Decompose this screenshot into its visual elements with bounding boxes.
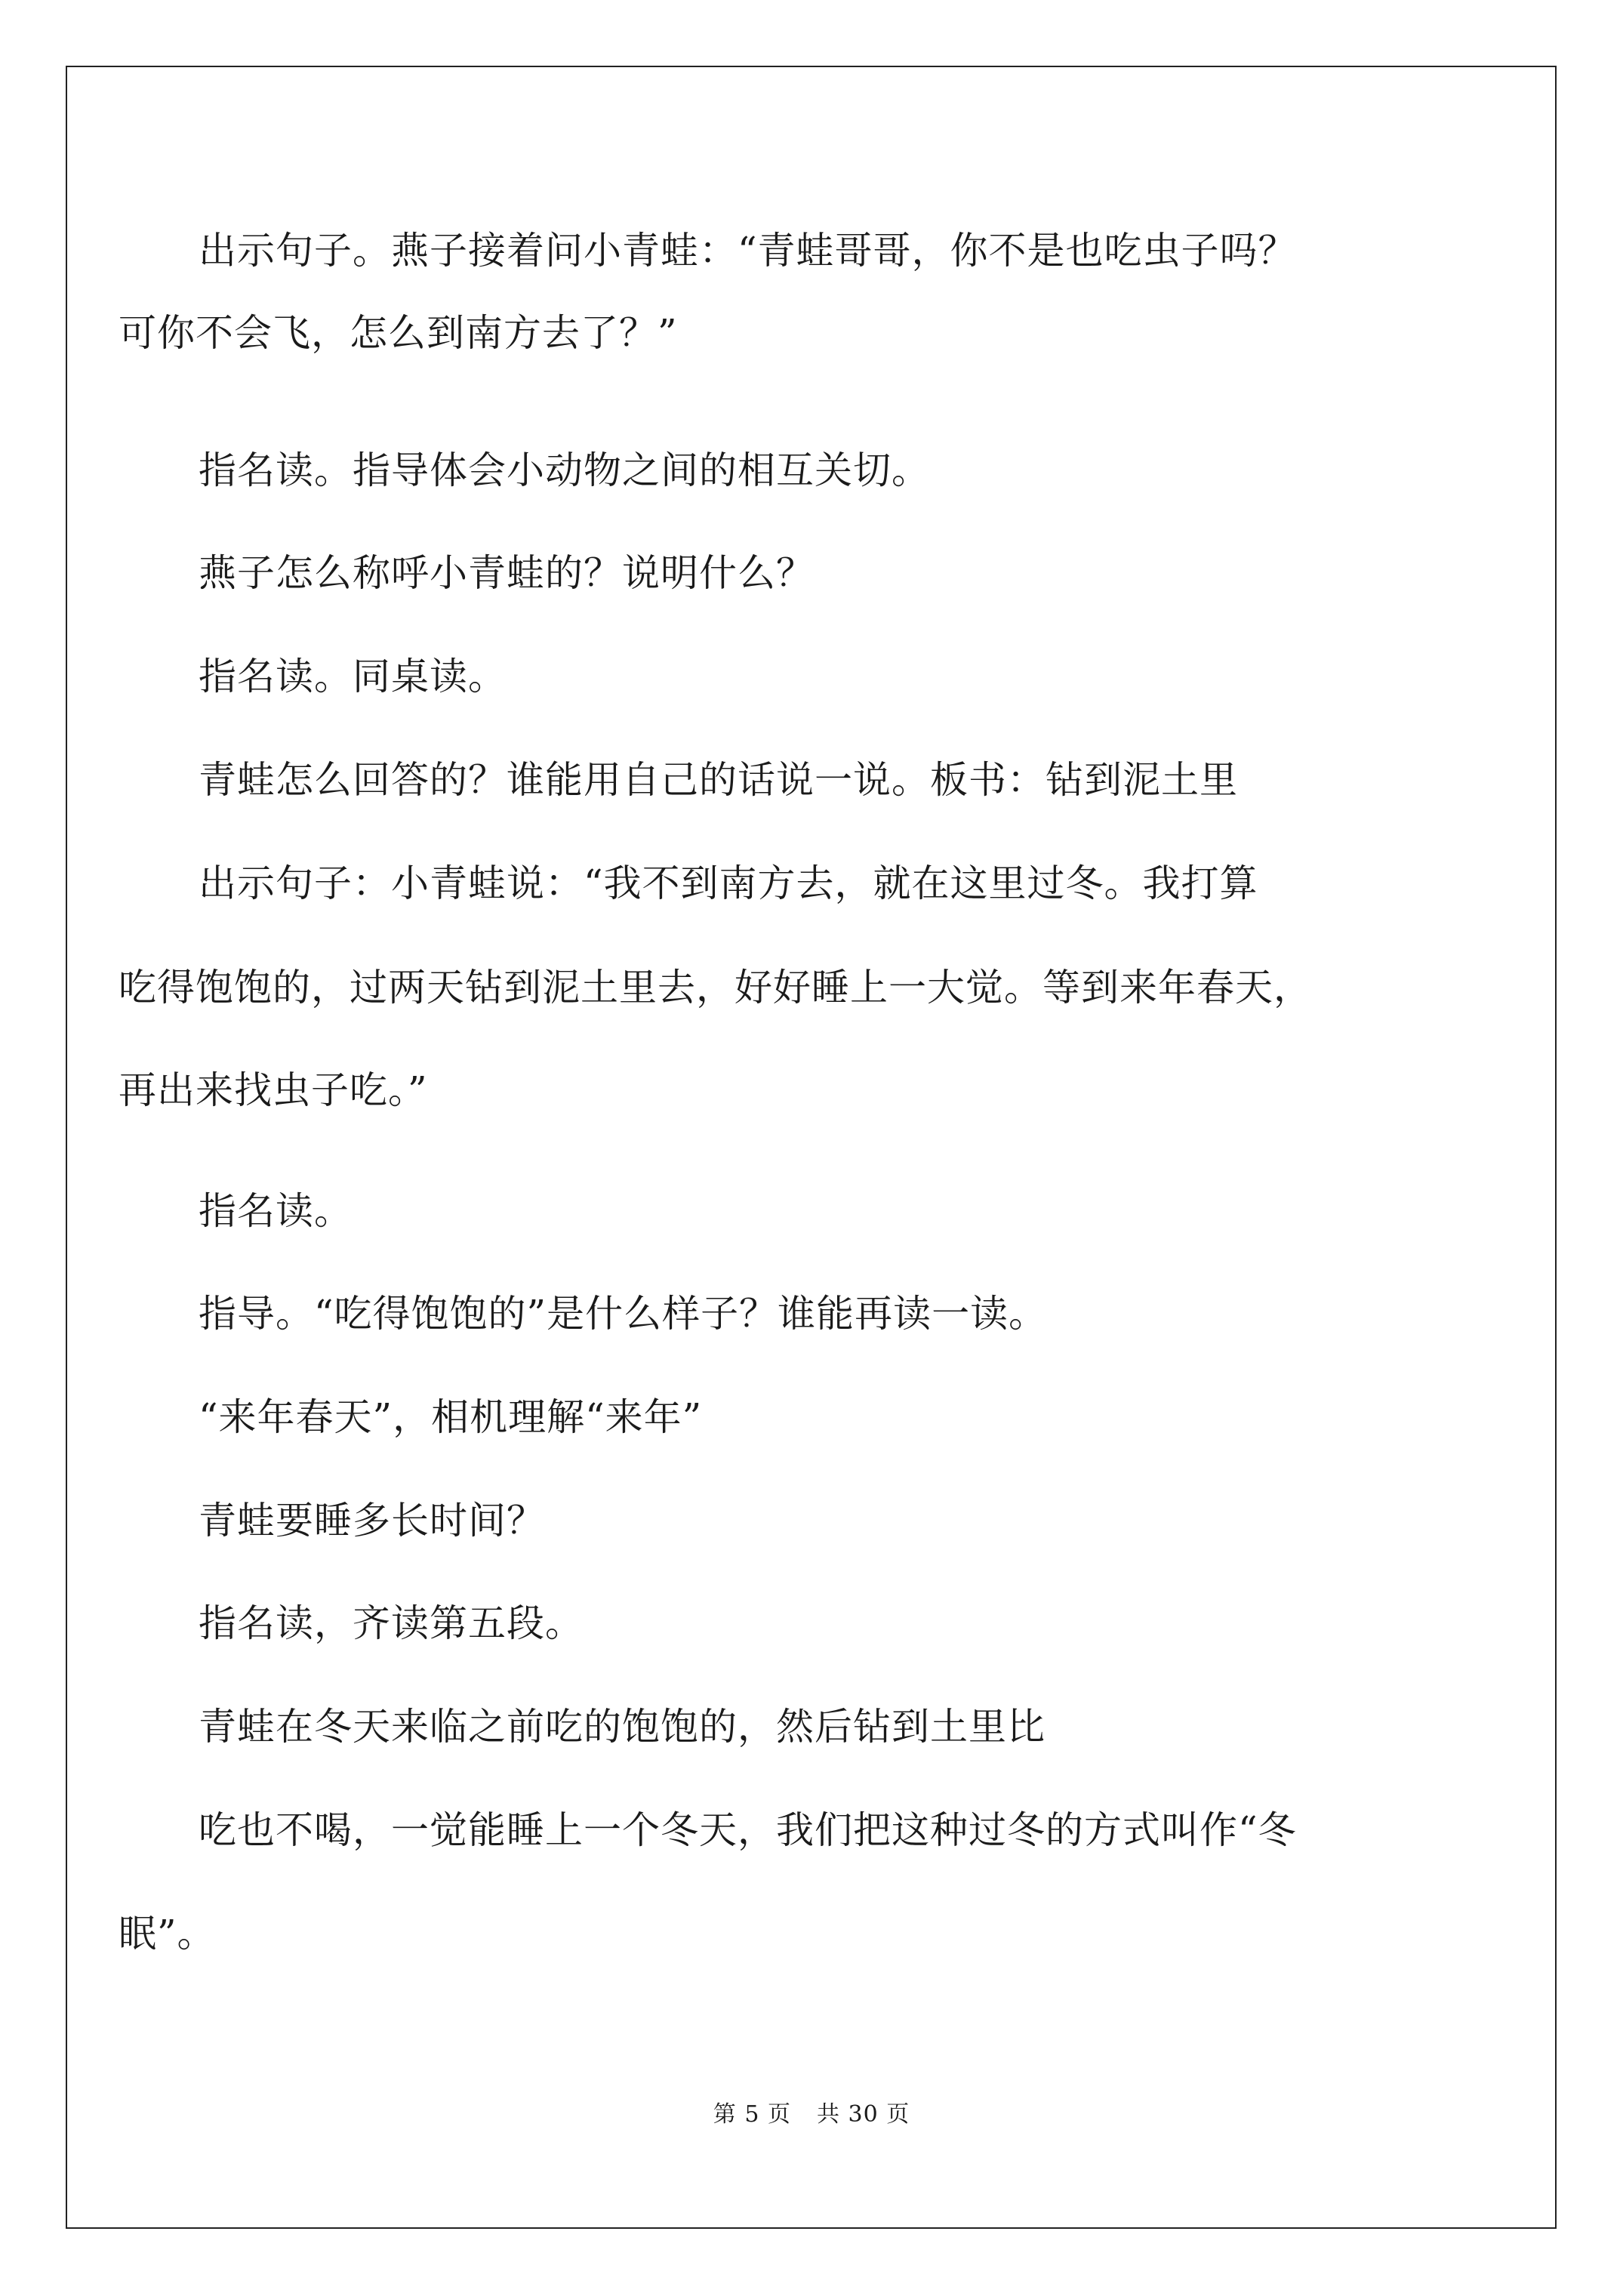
paragraph: 燕子怎么称呼小青蛙的？说明什么？ (199, 551, 815, 595)
paragraph-continuation: 再出来找虫子吃。” (119, 1068, 428, 1112)
paragraph: 指导。“吃得饱饱的”是什么样子？谁能再读一读。 (199, 1292, 1048, 1336)
paragraph: 指名读。指导体会小动物之间的相互关切。 (199, 448, 930, 492)
paragraph: 出示句子：小青蛙说：“我不到南方去，就在这里过冬。我打算 (199, 861, 1258, 905)
paragraph: 青蛙怎么回答的？谁能用自己的话说一说。板书：钻到泥土里 (199, 758, 1238, 802)
paragraph: 青蛙要睡多长时间？ (199, 1499, 545, 1542)
paragraph-continuation: 眠”。 (119, 1912, 216, 1955)
paragraph: 吃也不喝，一觉能睡上一个冬天，我们把这种过冬的方式叫作“冬 (199, 1808, 1297, 1852)
paragraph: 青蛙在冬天来临之前吃的饱饱的，然后钻到土里比 (199, 1705, 1046, 1749)
paragraph: 出示句子。燕子接着问小青蛙：“青蛙哥哥，你不是也吃虫子吗？ (199, 229, 1297, 273)
page-border (66, 66, 1557, 2229)
page-total: 共 30 页 (816, 2101, 910, 2128)
page-number: 第 5 页 (713, 2101, 791, 2128)
page-footer (0, 2101, 1623, 2128)
paragraph: 指名读。 (199, 1189, 353, 1233)
paragraph: “来年春天”，相机理解“来年” (199, 1395, 703, 1439)
paragraph: 指名读。同桌读。 (199, 655, 507, 698)
paragraph: 指名读，齐读第五段。 (199, 1601, 584, 1645)
paragraph-continuation: 吃得饱饱的，过两天钻到泥土里去，好好睡上一大觉。等到来年春天， (119, 966, 1312, 1009)
paragraph-continuation: 可你不会飞，怎么到南方去了？” (119, 311, 678, 355)
